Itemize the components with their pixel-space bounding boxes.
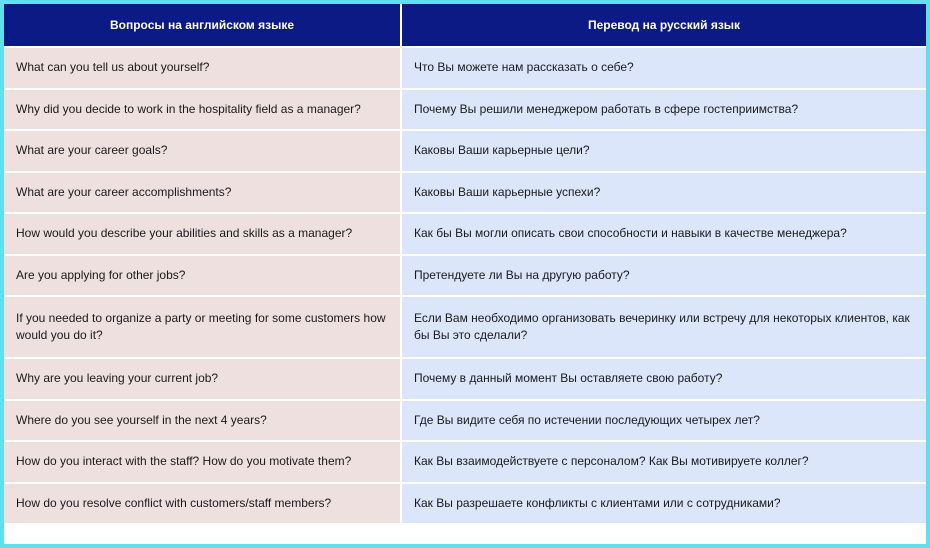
question-russian: Как Вы взаимодействуете с персоналом? Как Вы мотивируете коллег? — [402, 440, 926, 482]
question-english: What are your career goals? — [4, 129, 402, 171]
table-row — [4, 129, 926, 171]
question-english: What are your career accomplishments? — [4, 171, 402, 213]
table-row — [4, 399, 926, 441]
question-english: Where do you see yourself in the next 4 years? — [4, 399, 402, 441]
table-row — [4, 171, 926, 213]
question-english: Why did you decide to work in the hospitality field as a manager? — [4, 88, 402, 130]
question-russian: Претендуете ли Вы на другую работу? — [402, 254, 926, 296]
question-russian: Почему Вы решили менеджером работать в сфере гостеприимства? — [402, 88, 926, 130]
table-row — [4, 357, 926, 399]
translation-table-frame — [4, 4, 926, 544]
table-row — [4, 88, 926, 130]
question-english: What can you tell us about yourself? — [4, 46, 402, 88]
table-row — [4, 254, 926, 296]
question-russian: Почему в данный момент Вы оставляете свою работу? — [402, 357, 926, 399]
question-english: How do you interact with the staff? How do you motivate them? — [4, 440, 402, 482]
table-row — [4, 212, 926, 254]
question-russian: Если Вам необходимо организовать вечеринку или встречу для некоторых клиентов, как бы Вы это сделали? — [402, 295, 926, 357]
question-english: Why are you leaving your current job? — [4, 357, 402, 399]
table-row — [4, 440, 926, 482]
question-english: If you needed to organize a party or meeting for some customers how would you do it? — [4, 295, 402, 357]
question-russian: Каковы Ваши карьерные цели? — [402, 129, 926, 171]
question-english: How do you resolve conflict with customers/staff members? — [4, 482, 402, 524]
table-row — [4, 46, 926, 88]
translation-table — [4, 4, 926, 523]
question-english: How would you describe your abilities and skills as a manager? — [4, 212, 402, 254]
question-russian: Как бы Вы могли описать свои способности и навыки в качестве менеджера? — [402, 212, 926, 254]
table-header-row — [4, 4, 926, 46]
question-english: Are you applying for other jobs? — [4, 254, 402, 296]
column-header-russian: Перевод на русский язык — [402, 4, 926, 46]
table-row — [4, 295, 926, 357]
question-russian: Каковы Ваши карьерные успехи? — [402, 171, 926, 213]
question-russian: Где Вы видите себя по истечении последующих четырех лет? — [402, 399, 926, 441]
column-header-english: Вопросы на английском языке — [4, 4, 402, 46]
question-russian: Что Вы можете нам рассказать о себе? — [402, 46, 926, 88]
table-row — [4, 482, 926, 524]
question-russian: Как Вы разрешаете конфликты с клиентами или с сотрудниками? — [402, 482, 926, 524]
